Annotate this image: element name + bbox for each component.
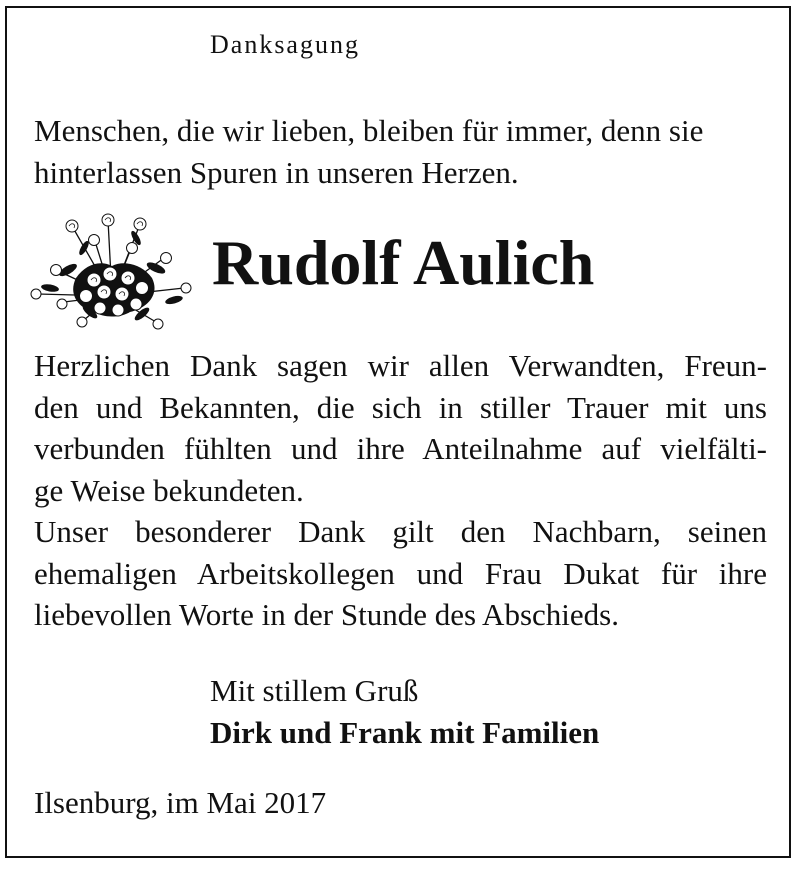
body-line: den und Bekannten, die sich in stiller Trauer mit uns bbox=[34, 389, 767, 425]
memorial-quote bbox=[34, 110, 774, 194]
closing-signers: Dirk und Frank mit Familien bbox=[210, 715, 600, 750]
quote-line: Menschen, die wir lieben, bleiben für immer, denn sie bbox=[34, 113, 704, 148]
body-line: ehemaligen Arbeitskollegen und Frau Dukat für ihre bbox=[34, 555, 767, 591]
roses-bouquet-icon bbox=[24, 208, 200, 333]
quote-line: hinterlassen Spuren in unseren Herzen. bbox=[34, 155, 519, 190]
body-line: liebevollen Worte in der Stunde des Abschieds. bbox=[34, 597, 619, 632]
body-line: Herzlichen Dank sagen wir allen Verwandten, Freun- bbox=[34, 348, 767, 383]
body-line: verbunden fühlten und ihre Anteilnahme auf vielfälti- bbox=[34, 431, 767, 466]
closing-block bbox=[210, 670, 599, 754]
body-line: ge Weise bekundeten. bbox=[34, 472, 304, 508]
body-line: Unser besonderer Dank gilt den Nachbarn, seinen bbox=[34, 514, 767, 549]
deceased-name: Rudolf Aulich bbox=[212, 227, 595, 298]
place-and-date: Ilsenburg, im Mai 2017 bbox=[34, 785, 327, 820]
notice-heading: Danksagung bbox=[210, 30, 360, 59]
closing-greeting: Mit stillem Gruß bbox=[210, 673, 419, 708]
thanks-paragraph bbox=[34, 345, 767, 636]
